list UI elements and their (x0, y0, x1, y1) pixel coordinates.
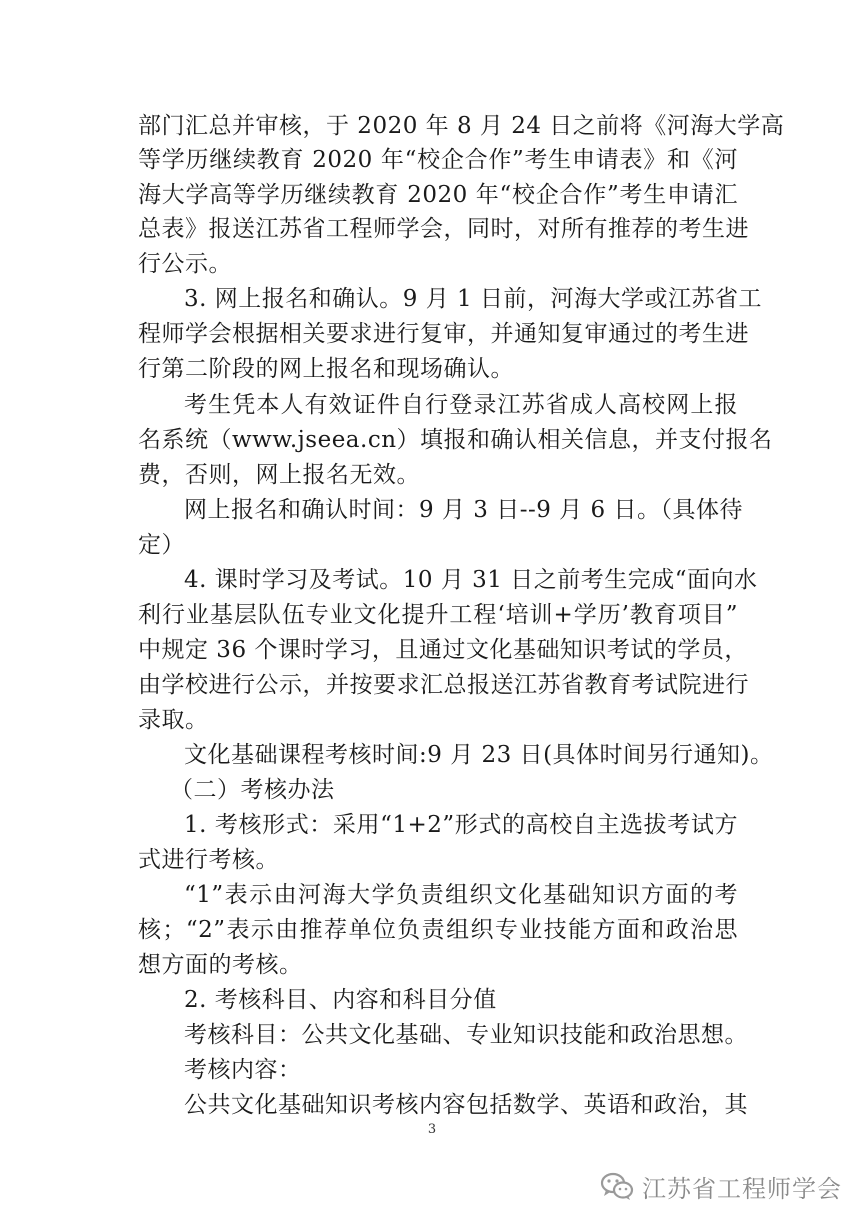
watermark-text: 江苏省工程师学会 (642, 1174, 842, 1203)
paragraph-line: 式进行考核。 (138, 847, 279, 873)
section-heading-line: 3. 网上报名和确认。9 月 1 日前，河海大学或江苏省工 (184, 286, 762, 312)
section-heading-line: 1. 考核形式：采用“1+2”形式的高校自主选拔考试方 (184, 812, 738, 838)
wechat-icon (600, 1171, 634, 1201)
paragraph-line: 中规定 36 个课时学习，且通过文化基础知识考试的学员， (138, 637, 748, 663)
paragraph-line: “1”表示由河海大学负责组织文化基础知识方面的考 (184, 882, 738, 908)
paragraph-line: 总表》报送江苏省工程师学会，同时，对所有推荐的考生进 (138, 216, 749, 242)
watermark (600, 1168, 842, 1204)
paragraph-line: 程师学会根据相关要求进行复审，并通知复审通过的考生进 (138, 321, 749, 347)
paragraph-line: 行第二阶段的网上报名和现场确认。 (138, 356, 514, 382)
paragraph-line: 费，否则，网上报名无效。 (138, 462, 420, 488)
page-number: 3 (427, 1122, 437, 1137)
paragraph-line: 核；“2”表示由推荐单位负责组织专业技能方面和政治思 (138, 917, 738, 943)
section-heading-line: 4. 课时学习及考试。10 月 31 日之前考生完成“面向水 (184, 567, 758, 593)
paragraph-line: 考核内容： (184, 1057, 302, 1083)
paragraph-line: 想方面的考核。 (138, 952, 303, 978)
subsection-heading: （二）考核办法 (170, 777, 335, 803)
paragraph-line: 部门汇总并审核，于 2020 年 8 月 24 日之前将《河海大学高 (138, 113, 785, 139)
section-heading-line: 2. 考核科目、内容和科目分值 (184, 987, 497, 1013)
paragraph-line: 等学历继续教育 2020 年“校企合作”考生申请表》和《河 (138, 147, 738, 173)
paragraph-line: 公共文化基础知识考核内容包括数学、英语和政治，其 (184, 1092, 748, 1118)
paragraph-line: 由学校进行公示，并按要求汇总报送江苏省教育考试院进行 (138, 672, 749, 698)
paragraph-line: 名系统（www.jseea.cn）填报和确认相关信息，并支付报名 (138, 427, 773, 453)
paragraph-line: 利行业基层队伍专业文化提升工程‘培训+学历’教育项目” (138, 602, 738, 628)
paragraph-line: 行公示。 (138, 251, 232, 277)
paragraph-line: 定） (138, 532, 185, 558)
paragraph-line: 考生凭本人有效证件自行登录江苏省成人高校网上报 (184, 392, 738, 418)
paragraph-line: 考核科目：公共文化基础、专业知识技能和政治思想。 (184, 1022, 748, 1048)
paragraph-line: 录取。 (138, 707, 209, 733)
paragraph-line: 海大学高等学历继续教育 2020 年“校企合作”考生申请汇 (138, 182, 738, 208)
paragraph-line: 网上报名和确认时间：9 月 3 日--9 月 6 日。（具体待 (184, 497, 743, 523)
paragraph-line: 文化基础课程考核时间:9 月 23 日(具体时间另行通知)。 (184, 742, 774, 768)
